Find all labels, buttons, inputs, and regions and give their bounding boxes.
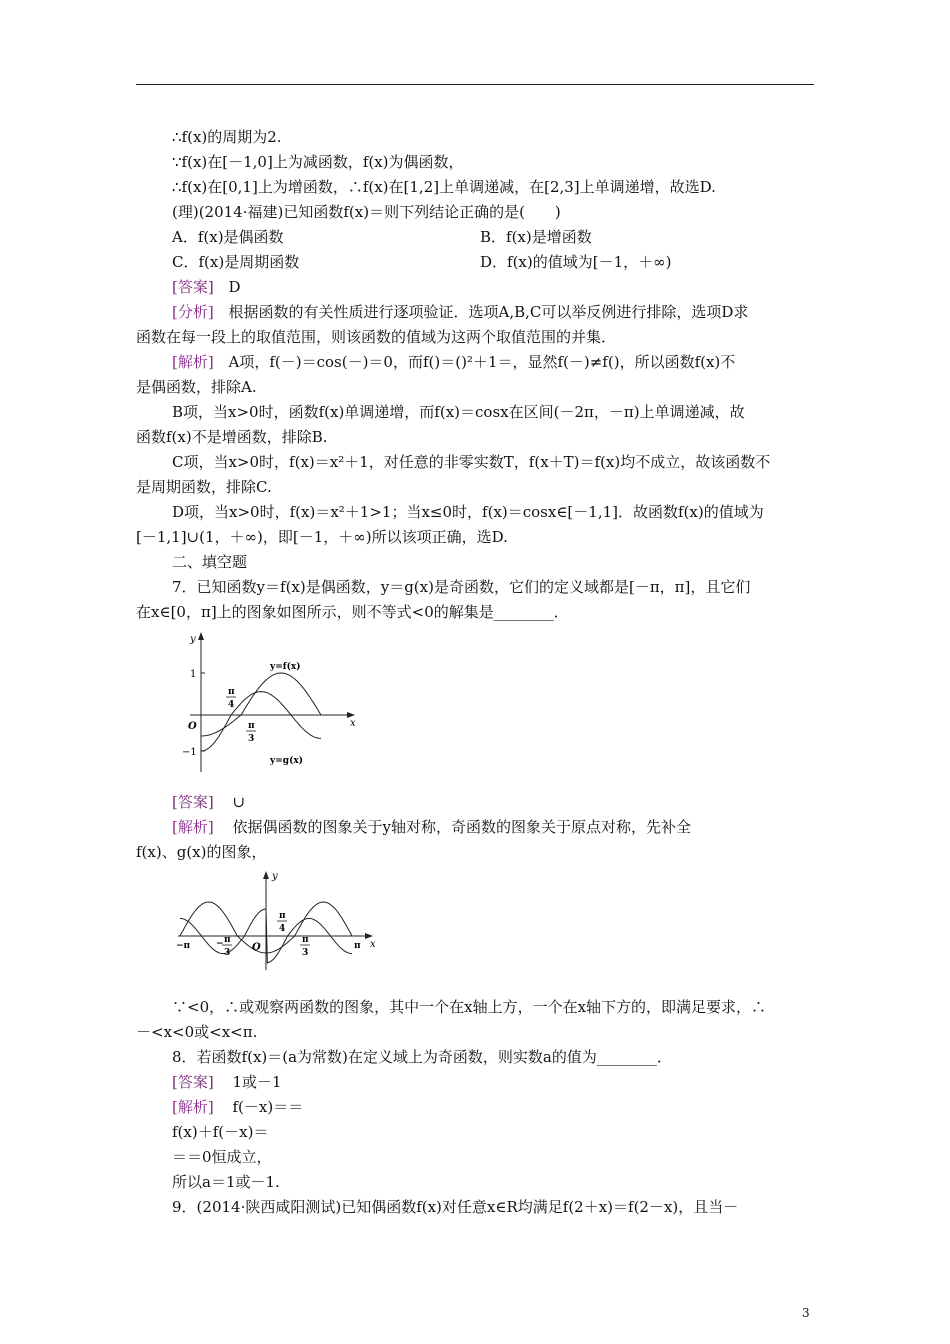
text-line: [－1,1]∪(1，＋∞)，即[－1，＋∞)所以该项正确，选D.	[136, 528, 508, 546]
curve-g	[201, 692, 321, 751]
answer-row	[172, 792, 245, 812]
label-f: y=f(x)	[270, 662, 301, 672]
text-line: 是周期函数，排除C.	[136, 478, 272, 496]
solution-text: 依据偶函数的图象关于y轴对称，奇函数的图象关于原点对称，先补全	[232, 818, 691, 836]
question-stem: 在x∈[0，π]上的图象如图所示，则不等式<0的解集是________．	[136, 603, 569, 621]
text-line: C项，当x>0时，f(x)＝x²＋1，对任意的非零实数T，f(x＋T)＝f(x)均不成立，故该函数不	[172, 453, 771, 471]
header-rule	[136, 84, 814, 85]
label-pi-over-4-den: 4	[228, 700, 235, 710]
text-line: ∴f(x)的周期为2.	[172, 128, 282, 146]
text-line: B项，当x>0时，函数f(x)单调递增，而f(x)＝cosx在区间(－2π，－π)上单调递减，故	[172, 403, 745, 421]
answer-tag: [答案]	[172, 793, 214, 811]
analysis-text: 根据函数的有关性质进行逐项验证．选项A,B,C可以举反例进行排除，选项D求	[228, 303, 749, 321]
label-one: 1	[190, 669, 197, 680]
label-pi-over-3-den: 3	[302, 948, 309, 958]
label-origin: O	[252, 942, 261, 953]
solution-row	[172, 817, 691, 837]
text-line: 函数在每一段上的取值范围，则该函数的值域为这两个取值范围的并集．	[136, 328, 617, 346]
question-stem: 8．若函数f(x)＝(a为常数)在定义域上为奇函数，则实数a的值为________．	[172, 1048, 672, 1066]
label-y: y	[190, 634, 196, 645]
answer-tag: [答案]	[172, 278, 214, 296]
text-line: f(x)＋f(－x)＝	[172, 1123, 269, 1141]
label-x: x	[350, 718, 356, 729]
page-number: 3	[802, 1306, 810, 1320]
curve-f	[201, 673, 321, 736]
y-axis-arrow	[263, 871, 269, 879]
solution-text: A项，f(－)＝cos(－)＝0，而f()＝()²＋1＝，显然f(－)≠f()，所以函数f(x)不	[228, 353, 736, 371]
text-line: －<x<0或<x<π.	[136, 1023, 258, 1041]
label-origin: O	[188, 721, 197, 732]
label-pi-over-4-den: 4	[279, 924, 286, 934]
label-neg-pi: −π	[176, 941, 191, 951]
text-line: ∴f(x)在[0,1]上为增函数，∴f(x)在[1,2]上单调递减，在[2,3]上单调递增，故选D.	[172, 178, 716, 196]
label-pi: π	[354, 941, 361, 951]
answer-value: 1或－1	[232, 1073, 282, 1091]
answer-row	[172, 277, 241, 297]
solution-tag: [解析]	[172, 818, 214, 836]
y-axis-arrow	[198, 632, 204, 640]
figure-fg-full	[168, 866, 388, 972]
answer-row	[172, 1072, 282, 1092]
analysis-tag: [分析]	[172, 303, 214, 321]
figure-fg-half	[168, 625, 368, 775]
question-stem: 7．已知函数y＝f(x)是偶函数，y＝g(x)是奇函数，它们的定义域都是[－π，π]，且它们	[172, 578, 751, 596]
label-minus: −	[216, 939, 224, 949]
label-pi-over-4-num: π	[279, 911, 286, 921]
solution-tag: [解析]	[172, 353, 214, 371]
label-neg-pi-over-3-num: π	[224, 935, 231, 945]
answer-tag: [答案]	[172, 1073, 214, 1091]
label-g: y=g(x)	[270, 756, 303, 766]
answer-value: ∪	[232, 793, 246, 811]
text-line: ∵f(x)在[－1,0]上为减函数，f(x)为偶函数，	[172, 153, 464, 171]
label-x: x	[370, 939, 376, 950]
option-a: A．f(x)是偶函数	[172, 228, 284, 246]
label-pi-over-3-num: π	[302, 935, 309, 945]
solution-text: f(－x)＝＝	[232, 1098, 304, 1116]
text-line: D项，当x>0时，f(x)＝x²＋1>1；当x≤0时，f(x)＝cosx∈[－1,1]．故函数f(x)的值域为	[172, 503, 764, 521]
label-y: y	[272, 871, 278, 882]
text-line: f(x)、g(x)的图象，	[136, 843, 267, 861]
text-line: 所以a＝1或－1.	[172, 1173, 280, 1191]
analysis-row	[172, 302, 748, 322]
label-pi-over-4-num: π	[228, 687, 235, 697]
text-line: 是偶函数，排除A.	[136, 378, 257, 396]
text-line: 函数f(x)不是增函数，排除B.	[136, 428, 328, 446]
solution-row	[172, 1097, 303, 1117]
text-line: ∵<0，∴或观察两函数的图象，其中一个在x轴上方，一个在x轴下方的，即满足要求，∴	[172, 998, 767, 1016]
label-neg-pi-over-3-den: 3	[224, 948, 231, 958]
label-pi-over-3-num: π	[248, 721, 255, 731]
label-neg-one: −1	[182, 747, 197, 758]
label-pi-over-3-den: 3	[248, 734, 255, 744]
solution-tag: [解析]	[172, 1098, 214, 1116]
question-stem: 9．(2014·陕西咸阳测试)已知偶函数f(x)对任意x∈R均满足f(2＋x)＝f(2－x)，且当－	[172, 1198, 739, 1216]
solution-row	[172, 352, 735, 372]
option-c: C．f(x)是周期函数	[172, 253, 300, 271]
text-line: ＝＝0恒成立，	[172, 1148, 272, 1166]
section-heading: 二、填空题	[172, 553, 248, 571]
option-b: B．f(x)是增函数	[480, 228, 592, 246]
question-stem: (理)(2014·福建)已知函数f(x)＝则下列结论正确的是( )	[172, 203, 561, 221]
answer-value: D	[228, 278, 241, 296]
option-d: D．f(x)的值域为[－1，＋∞)	[480, 253, 672, 271]
